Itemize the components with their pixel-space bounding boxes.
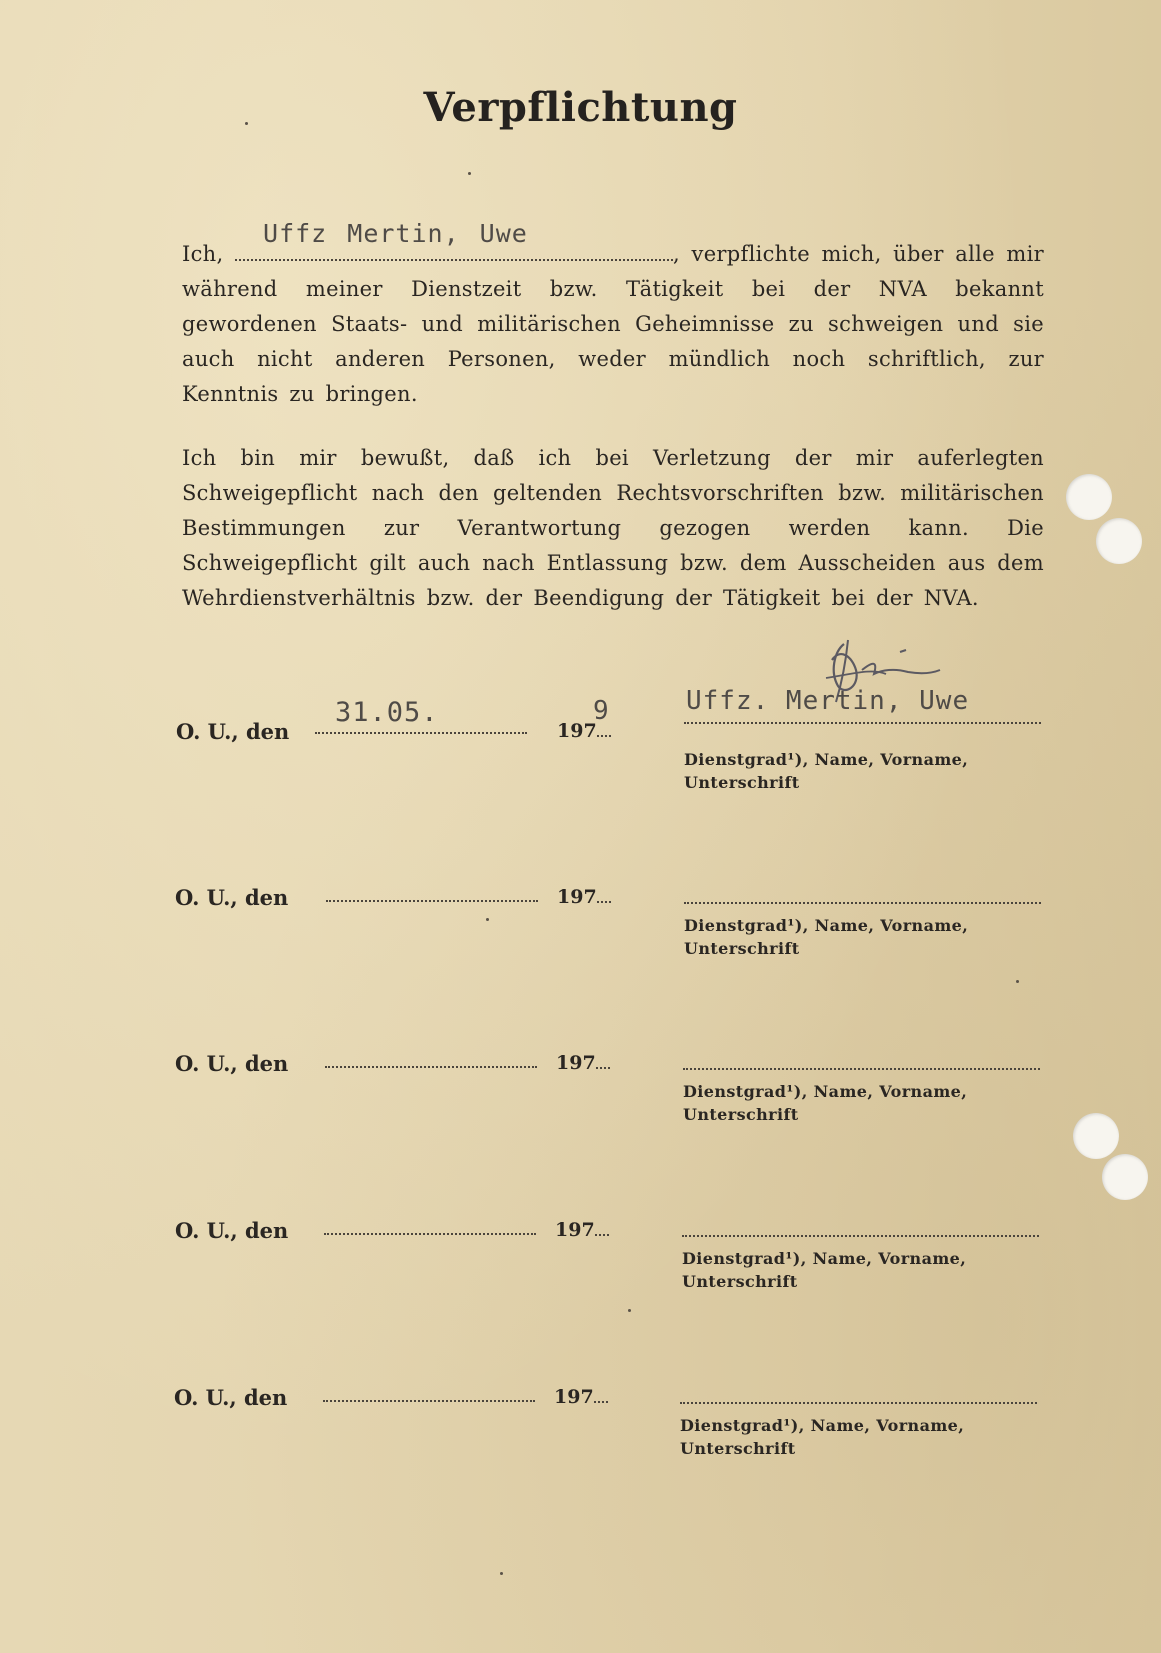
place-date-label: O. U., den xyxy=(176,719,290,744)
date-field[interactable] xyxy=(323,1374,535,1402)
year-field[interactable] xyxy=(597,899,611,903)
year-digit-value: 9 xyxy=(593,696,609,726)
place-date-label: O. U., den xyxy=(175,885,289,910)
punch-hole xyxy=(1102,1154,1148,1200)
paper-speck xyxy=(628,1309,631,1312)
signature-line[interactable] xyxy=(682,1209,1039,1237)
obligation-paragraph xyxy=(182,219,1044,412)
signature-caption: Dienstgrad¹), Name, Vorname, Unterschrift xyxy=(684,750,969,792)
punch-hole xyxy=(1073,1113,1119,1159)
year-field[interactable] xyxy=(596,1065,610,1069)
paper-speck xyxy=(468,172,471,175)
date-field[interactable] xyxy=(324,1207,536,1235)
consequences-paragraph: Ich bin mir bewußt, daß ich bei Verletzung der mir auferlegten Schweigepflicht nach den geltenden Rechtsvorschriften bzw. militärischen Bestimmungen zur Verantwortung gezogen werden kann. Die Schweigepflicht gilt auch nach Entlassung bzw. dem Ausscheiden aus dem Wehrdienstverhältnis bzw. der Beendigung der Tätigkeit bei der NVA. xyxy=(182,446,1044,610)
signature-caption: Dienstgrad¹), Name, Vorname, Unterschrift xyxy=(683,1082,968,1124)
date-field[interactable] xyxy=(326,874,538,902)
signature-line[interactable] xyxy=(684,876,1041,904)
place-date-label: O. U., den xyxy=(175,1218,289,1243)
name-field[interactable] xyxy=(235,219,673,261)
date-field[interactable] xyxy=(315,697,527,734)
name-field-value: Uffz Mertin, Uwe xyxy=(263,219,528,248)
year-field[interactable] xyxy=(595,1232,609,1236)
date-field[interactable] xyxy=(325,1040,537,1068)
document-title: Verpflichtung xyxy=(423,84,738,131)
signature-block xyxy=(0,1022,1161,1142)
paragraph-prefix: Ich, xyxy=(182,242,224,266)
year-prefix: 197 xyxy=(554,1386,594,1408)
paper-speck xyxy=(245,122,248,125)
signature-caption: Dienstgrad¹), Name, Vorname, Unterschrift xyxy=(682,1249,967,1291)
punch-hole xyxy=(1096,518,1142,564)
signature-block xyxy=(0,856,1161,976)
signature-caption: Dienstgrad¹), Name, Vorname, Unterschrift xyxy=(684,916,969,958)
signature-line[interactable] xyxy=(684,686,1041,724)
year-prefix: 197 xyxy=(555,1219,595,1241)
year-label xyxy=(557,886,611,908)
signature-line[interactable] xyxy=(683,1042,1040,1070)
paper-speck xyxy=(1016,980,1019,983)
year-field[interactable] xyxy=(594,1399,608,1403)
paper-speck xyxy=(486,918,489,921)
signature-block xyxy=(0,1356,1161,1476)
year-label xyxy=(555,1219,609,1241)
place-date-label: O. U., den xyxy=(174,1385,288,1410)
year-field[interactable] xyxy=(597,733,611,737)
year-label xyxy=(554,1386,608,1408)
year-prefix: 197 xyxy=(556,1052,596,1074)
obligation-text: , verpflichte mich, über alle mir während meiner Dienstzeit bzw. Tätigkeit bei der NVA bekannt gewordenen Staats- und militärischen Geheimnisse zu schweigen und sie auch nicht anderen Personen, weder mündlich noch schriftlich, zur Kenntnis zu bringen. xyxy=(182,242,1044,406)
date-value: 31.05. xyxy=(335,697,439,728)
signature-line[interactable] xyxy=(680,1376,1037,1404)
signature-block xyxy=(0,1189,1161,1309)
year-prefix: 197 xyxy=(557,886,597,908)
signer-name: Uffz. Mertin, Uwe xyxy=(686,686,970,716)
signature-caption: Dienstgrad¹), Name, Vorname, Unterschrift xyxy=(680,1416,965,1458)
place-date-label: O. U., den xyxy=(175,1051,289,1076)
punch-hole xyxy=(1066,474,1112,520)
signature-block xyxy=(0,686,1161,810)
year-prefix: 197 xyxy=(557,720,597,742)
year-label xyxy=(556,1052,610,1074)
paper-speck xyxy=(500,1572,503,1575)
